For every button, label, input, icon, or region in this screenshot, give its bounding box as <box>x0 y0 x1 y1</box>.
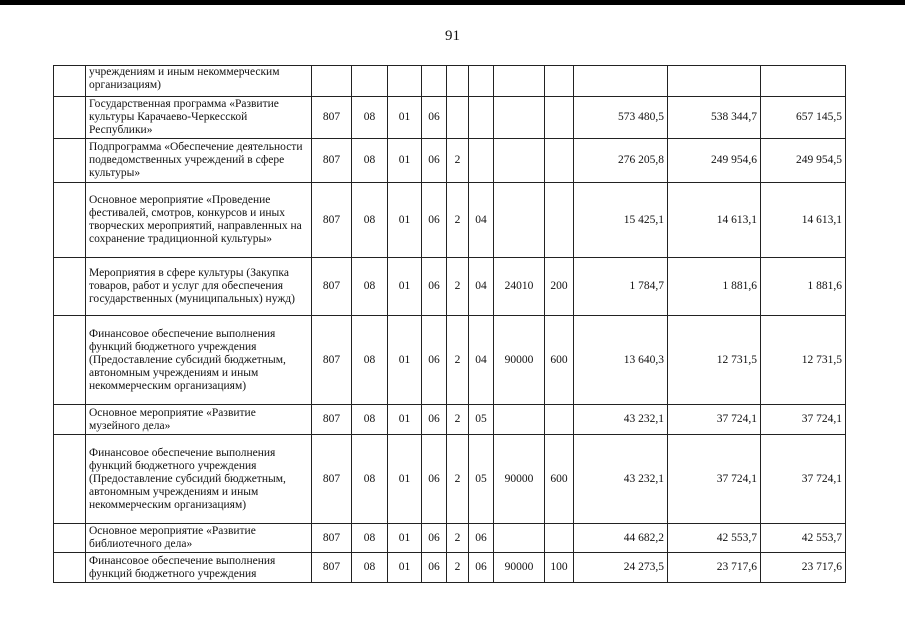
expense-type-cell <box>545 139 574 183</box>
expense-type-cell <box>545 524 574 553</box>
activity-code-cell <box>469 139 494 183</box>
amount-year1-cell: 276 205,8 <box>574 139 668 183</box>
activity-code-cell <box>469 66 494 97</box>
activity-code-cell: 04 <box>469 316 494 405</box>
subprogram-code-cell: 2 <box>447 405 469 435</box>
program-code-cell: 06 <box>422 183 447 258</box>
page-number: 91 <box>445 28 460 44</box>
section-code-cell: 08 <box>352 524 388 553</box>
amount-year2-cell: 23 717,6 <box>668 553 761 583</box>
activity-code-cell: 05 <box>469 435 494 524</box>
amount-year2-cell: 249 954,6 <box>668 139 761 183</box>
program-code-cell: 06 <box>422 97 447 139</box>
ministry-code-cell: 807 <box>312 553 352 583</box>
program-code-cell: 06 <box>422 524 447 553</box>
amount-year3-cell: 249 954,5 <box>761 139 846 183</box>
subsection-code-cell: 01 <box>388 97 422 139</box>
amount-year2-cell: 37 724,1 <box>668 435 761 524</box>
subprogram-code-cell: 2 <box>447 435 469 524</box>
amount-year2-cell <box>668 66 761 97</box>
name-cell: Основное мероприятие «Развитие библиотечного дела» <box>86 524 312 553</box>
table-row <box>54 183 846 258</box>
expense-type-cell: 600 <box>545 435 574 524</box>
subprogram-code-cell <box>447 66 469 97</box>
section-code-cell <box>352 66 388 97</box>
amount-year2-cell: 538 344,7 <box>668 97 761 139</box>
name-cell: Финансовое обеспечение выполнения функций бюджетного учреждения (Предоставление субсидий бюджетным, автономным учреждениям и иным некоммерческим организациям) <box>86 316 312 405</box>
section-code-cell: 08 <box>352 553 388 583</box>
program-code-cell: 06 <box>422 405 447 435</box>
row-number-cell <box>54 524 86 553</box>
activity-code-cell: 04 <box>469 258 494 316</box>
table-row <box>54 553 846 583</box>
subsection-code-cell: 01 <box>388 316 422 405</box>
row-number-cell <box>54 183 86 258</box>
top-border-bar <box>0 0 905 5</box>
amount-year1-cell: 43 232,1 <box>574 435 668 524</box>
program-code-cell: 06 <box>422 435 447 524</box>
name-cell: Основное мероприятие «Развитие музейного дела» <box>86 405 312 435</box>
subprogram-code-cell: 2 <box>447 258 469 316</box>
ministry-code-cell: 807 <box>312 435 352 524</box>
amount-year3-cell: 37 724,1 <box>761 435 846 524</box>
direction-code-cell <box>494 97 545 139</box>
name-cell: Финансовое обеспечение выполнения функций бюджетного учреждения <box>86 553 312 583</box>
amount-year3-cell: 1 881,6 <box>761 258 846 316</box>
activity-code-cell: 06 <box>469 553 494 583</box>
row-number-cell <box>54 66 86 97</box>
subprogram-code-cell <box>447 97 469 139</box>
ministry-code-cell: 807 <box>312 524 352 553</box>
expense-type-cell <box>545 97 574 139</box>
section-code-cell: 08 <box>352 316 388 405</box>
table-row <box>54 316 846 405</box>
expense-type-cell <box>545 405 574 435</box>
section-code-cell: 08 <box>352 435 388 524</box>
direction-code-cell: 90000 <box>494 435 545 524</box>
ministry-code-cell: 807 <box>312 316 352 405</box>
budget-table <box>53 65 846 583</box>
name-cell: Мероприятия в сфере культуры (Закупка товаров, работ и услуг для обеспечения государственных (муниципальных) нужд) <box>86 258 312 316</box>
table-row <box>54 405 846 435</box>
subprogram-code-cell: 2 <box>447 553 469 583</box>
amount-year3-cell: 23 717,6 <box>761 553 846 583</box>
name-cell: Финансовое обеспечение выполнения функций бюджетного учреждения (Предоставление субсидий бюджетным, автономным учреждениям и иным некоммерческим организациям) <box>86 435 312 524</box>
ministry-code-cell: 807 <box>312 97 352 139</box>
amount-year3-cell: 14 613,1 <box>761 183 846 258</box>
expense-type-cell: 200 <box>545 258 574 316</box>
subprogram-code-cell: 2 <box>447 316 469 405</box>
amount-year2-cell: 12 731,5 <box>668 316 761 405</box>
amount-year2-cell: 37 724,1 <box>668 405 761 435</box>
subsection-code-cell: 01 <box>388 258 422 316</box>
program-code-cell: 06 <box>422 553 447 583</box>
direction-code-cell: 90000 <box>494 553 545 583</box>
ministry-code-cell: 807 <box>312 405 352 435</box>
program-code-cell <box>422 66 447 97</box>
amount-year1-cell <box>574 66 668 97</box>
program-code-cell: 06 <box>422 139 447 183</box>
amount-year1-cell: 24 273,5 <box>574 553 668 583</box>
table-row <box>54 524 846 553</box>
name-cell: учреждениям и иным некоммерческим организациям) <box>86 66 312 97</box>
amount-year2-cell: 1 881,6 <box>668 258 761 316</box>
section-code-cell: 08 <box>352 258 388 316</box>
subsection-code-cell <box>388 66 422 97</box>
subsection-code-cell: 01 <box>388 524 422 553</box>
name-cell: Подпрограмма «Обеспечение деятельности подведомственных учреждений в сфере культуры» <box>86 139 312 183</box>
ministry-code-cell: 807 <box>312 258 352 316</box>
amount-year3-cell: 42 553,7 <box>761 524 846 553</box>
direction-code-cell <box>494 405 545 435</box>
amount-year1-cell: 44 682,2 <box>574 524 668 553</box>
direction-code-cell <box>494 183 545 258</box>
section-code-cell: 08 <box>352 183 388 258</box>
activity-code-cell: 05 <box>469 405 494 435</box>
table-row <box>54 66 846 97</box>
row-number-cell <box>54 405 86 435</box>
subsection-code-cell: 01 <box>388 405 422 435</box>
direction-code-cell: 24010 <box>494 258 545 316</box>
amount-year2-cell: 14 613,1 <box>668 183 761 258</box>
section-code-cell: 08 <box>352 405 388 435</box>
subprogram-code-cell: 2 <box>447 524 469 553</box>
table-row <box>54 139 846 183</box>
activity-code-cell: 04 <box>469 183 494 258</box>
amount-year1-cell: 573 480,5 <box>574 97 668 139</box>
direction-code-cell <box>494 139 545 183</box>
amount-year2-cell: 42 553,7 <box>668 524 761 553</box>
table-row <box>54 258 846 316</box>
amount-year3-cell: 37 724,1 <box>761 405 846 435</box>
ministry-code-cell: 807 <box>312 183 352 258</box>
direction-code-cell: 90000 <box>494 316 545 405</box>
subprogram-code-cell: 2 <box>447 183 469 258</box>
row-number-cell <box>54 316 86 405</box>
amount-year1-cell: 13 640,3 <box>574 316 668 405</box>
table-body <box>54 66 846 583</box>
section-code-cell: 08 <box>352 139 388 183</box>
amount-year3-cell: 657 145,5 <box>761 97 846 139</box>
expense-type-cell <box>545 183 574 258</box>
amount-year1-cell: 43 232,1 <box>574 405 668 435</box>
row-number-cell <box>54 258 86 316</box>
subsection-code-cell: 01 <box>388 139 422 183</box>
activity-code-cell <box>469 97 494 139</box>
ministry-code-cell: 807 <box>312 139 352 183</box>
program-code-cell: 06 <box>422 316 447 405</box>
amount-year3-cell: 12 731,5 <box>761 316 846 405</box>
subsection-code-cell: 01 <box>388 553 422 583</box>
amount-year3-cell <box>761 66 846 97</box>
section-code-cell: 08 <box>352 97 388 139</box>
name-cell: Государственная программа «Развитие культуры Карачаево-Черкесской Республики» <box>86 97 312 139</box>
program-code-cell: 06 <box>422 258 447 316</box>
name-cell: Основное мероприятие «Проведение фестивалей, смотров, конкурсов и иных творческих мероприятий, направленных на сохранение традиционной культуры» <box>86 183 312 258</box>
amount-year1-cell: 1 784,7 <box>574 258 668 316</box>
subsection-code-cell: 01 <box>388 183 422 258</box>
subprogram-code-cell: 2 <box>447 139 469 183</box>
direction-code-cell <box>494 524 545 553</box>
expense-type-cell <box>545 66 574 97</box>
row-number-cell <box>54 97 86 139</box>
amount-year1-cell: 15 425,1 <box>574 183 668 258</box>
activity-code-cell: 06 <box>469 524 494 553</box>
direction-code-cell <box>494 66 545 97</box>
table-row <box>54 97 846 139</box>
expense-type-cell: 600 <box>545 316 574 405</box>
row-number-cell <box>54 435 86 524</box>
expense-type-cell: 100 <box>545 553 574 583</box>
row-number-cell <box>54 139 86 183</box>
row-number-cell <box>54 553 86 583</box>
table-row <box>54 435 846 524</box>
ministry-code-cell <box>312 66 352 97</box>
subsection-code-cell: 01 <box>388 435 422 524</box>
